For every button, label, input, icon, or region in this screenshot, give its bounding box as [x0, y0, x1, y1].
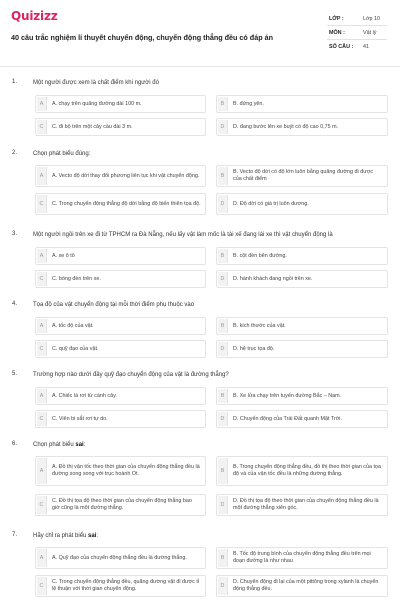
option-letter: B [218, 249, 228, 263]
option-text: A. Vecto độ dời thay đổi phương liên tục khi vật chuyển động. [52, 172, 200, 179]
option-text: B. đứng yên. [233, 100, 264, 107]
option-letter: C [37, 412, 47, 426]
option-b[interactable] [216, 247, 388, 265]
meta-value: 41 [363, 44, 369, 50]
option-b[interactable] [216, 95, 388, 113]
option-text: C. Trong chuyển động thẳng độ dời bằng độ biến thiên tọa độ. [52, 200, 201, 207]
option-a[interactable] [35, 456, 206, 486]
question-text-pre: Chọn phát biểu [33, 442, 76, 448]
question-number: 2. [12, 150, 18, 156]
option-c[interactable] [35, 494, 206, 516]
option-letter: B [218, 458, 228, 484]
option-letter: D [218, 577, 228, 595]
question-number: 1. [12, 79, 18, 85]
option-a[interactable] [35, 547, 206, 569]
option-text: B. cột đèn bên đường. [233, 252, 287, 259]
option-text: D. Chuyển động của Trái Đất quanh Mặt Trời. [233, 415, 343, 422]
option-text: D. Chuyển động đi lại của một pittông trong xylanh là chuyển động thẳng đều. [233, 579, 379, 592]
option-letter: D [218, 120, 228, 134]
option-a[interactable] [35, 317, 206, 335]
option-text: A. Quỹ đạo của chuyển động thẳng đều là đường thẳng. [52, 554, 187, 561]
option-d[interactable] [216, 575, 388, 597]
option-letter: C [37, 496, 47, 514]
question-text-emphasis: sai [88, 533, 97, 539]
option-text: B. kích thước của vật. [233, 322, 286, 329]
option-letter: B [218, 549, 228, 567]
option-letter: A [37, 249, 47, 263]
question-number: 6. [12, 441, 18, 447]
option-letter: C [37, 577, 47, 595]
option-letter: D [218, 496, 228, 514]
option-letter: B [218, 97, 228, 111]
question-text [33, 441, 388, 449]
question-text: Chọn phát biểu đúng: [33, 151, 91, 157]
option-b[interactable] [216, 456, 388, 486]
option-text: A. Chiếc lá rơi từ cành cây. [52, 392, 117, 399]
meta-value: Vật lý [363, 30, 377, 36]
option-text: C. quỹ đạo của vật. [52, 345, 99, 352]
option-letter: A [37, 458, 47, 484]
option-c[interactable] [35, 270, 206, 288]
question-number: 4. [12, 301, 18, 307]
option-letter: C [37, 120, 47, 134]
option-d[interactable] [216, 494, 388, 516]
option-letter: C [37, 272, 47, 286]
option-d[interactable] [216, 118, 388, 136]
option-letter: A [37, 549, 47, 567]
option-c[interactable] [35, 340, 206, 358]
option-letter: A [37, 319, 47, 333]
header-divider [0, 66, 400, 67]
option-letter: C [37, 342, 47, 356]
option-letter: C [37, 195, 47, 213]
option-text: C. Trong chuyển động thẳng đều, quãng đường vật đi được tỉ lệ thuận với thời gian chuyển động. [52, 579, 200, 592]
meta-key: MÔN : [329, 30, 345, 36]
document-title: 40 câu trắc nghiệm lí thuyết chuyển động, chuyển động thẳng đều có đáp án [11, 33, 273, 42]
option-text: C. bóng đèn trên xe. [52, 275, 101, 282]
option-text: D. đang bước lên xe buýt có độ cao 0,75 m. [233, 123, 339, 130]
option-text: B. Trong chuyển động thẳng đều, đồ thị theo thời gian của tọa độ và của vận tốc đều là những đường thẳng. [233, 464, 381, 477]
option-text: C. đi bộ trên một cây cầu dài 3 m. [52, 123, 133, 130]
question-text: Trường hợp nào dưới đây quỹ đạo chuyển động của vật là đường thẳng? [33, 372, 229, 378]
question-text-pre: Hãy chỉ ra phát biểu [33, 533, 89, 539]
question-text-emphasis: sai [75, 442, 84, 448]
option-c[interactable] [35, 193, 206, 215]
option-letter: D [218, 195, 228, 213]
option-letter: B [218, 319, 228, 333]
option-text: A. xe ô tô [52, 252, 75, 259]
meta-row-count [327, 40, 387, 54]
option-a[interactable] [35, 387, 206, 405]
meta-key: SỐ CÂU : [329, 44, 354, 50]
option-text: D. hành khách đang ngồi trên xe. [233, 275, 313, 282]
meta-row-subject [327, 26, 387, 40]
option-c[interactable] [35, 118, 206, 136]
option-letter: A [37, 167, 47, 185]
question-number: 7. [12, 532, 18, 538]
option-text: A. chạy trên quãng đường dài 100 m. [52, 100, 142, 107]
option-d[interactable] [216, 410, 388, 428]
option-d[interactable] [216, 270, 388, 288]
option-letter: A [37, 389, 47, 403]
option-text: A. tốc độ của vật. [52, 322, 94, 329]
option-b[interactable] [216, 547, 388, 569]
option-letter: B [218, 389, 228, 403]
question-text: Tọa độ của vật chuyển động tại mỗi thời điểm phụ thuộc vào [33, 302, 195, 308]
question-text-post: : [96, 533, 99, 539]
option-c[interactable] [35, 410, 206, 428]
option-text: C. Viên bi sắt rơi tự do. [52, 415, 108, 422]
option-b[interactable] [216, 317, 388, 335]
question-text: Một người được xem là chất điểm khi người đó [33, 80, 159, 86]
question-number: 5. [12, 371, 18, 377]
option-d[interactable] [216, 193, 388, 215]
question-number: 3. [12, 231, 18, 237]
option-a[interactable] [35, 95, 206, 113]
option-letter: B [218, 167, 228, 185]
option-c[interactable] [35, 575, 206, 597]
option-text: B. Tốc độ trung bình của chuyển động thẳng đều trên mọi đoạn đường là như nhau [233, 551, 371, 564]
meta-table [327, 12, 387, 54]
option-d[interactable] [216, 340, 388, 358]
option-letter: D [218, 412, 228, 426]
option-text: D. Độ dời có giá trị luôn dương. [233, 200, 309, 207]
option-text: A. Đồ thị vận tốc theo thời gian của chuyển động thẳng đều là đường song song với trục hoành Ot. [52, 464, 200, 477]
option-b[interactable] [216, 387, 388, 405]
option-text: D. hệ trục tọa độ. [233, 345, 275, 352]
option-text: B. Xe lửa chạy trên tuyến đường Bắc – Nam. [233, 392, 342, 399]
option-b[interactable] [216, 165, 388, 187]
quizizz-logo[interactable]: Quizizz [11, 9, 58, 23]
meta-value: Lớp 10 [363, 16, 381, 22]
question-text: Một người ngồi trên xe đi từ TPHCM ra Đà Nẵng, nếu lấy vật làm mốc là tài xế đang lái xe thì vật chuyển động là [33, 232, 333, 238]
option-a[interactable] [35, 247, 206, 265]
meta-key: LỚP : [329, 16, 344, 22]
document-header [0, 0, 400, 70]
option-a[interactable] [35, 165, 206, 187]
question-text [33, 532, 388, 540]
option-letter: D [218, 342, 228, 356]
option-text: B. Vecto độ dời có độ lớn luôn bằng quãng đường đi được của chất điểm [233, 169, 374, 182]
option-text: C. Đồ thị tọa độ theo thời gian của chuyển động thẳng bao giờ cũng là một đường thẳng. [52, 498, 192, 511]
question-text-post: : [83, 442, 86, 448]
option-text: D. Đồ thị tọa độ theo thời gian của chuyển động thẳng đều là một đường thẳng xiên góc. [233, 498, 379, 511]
option-letter: D [218, 272, 228, 286]
meta-row-class [327, 12, 387, 26]
option-letter: A [37, 97, 47, 111]
